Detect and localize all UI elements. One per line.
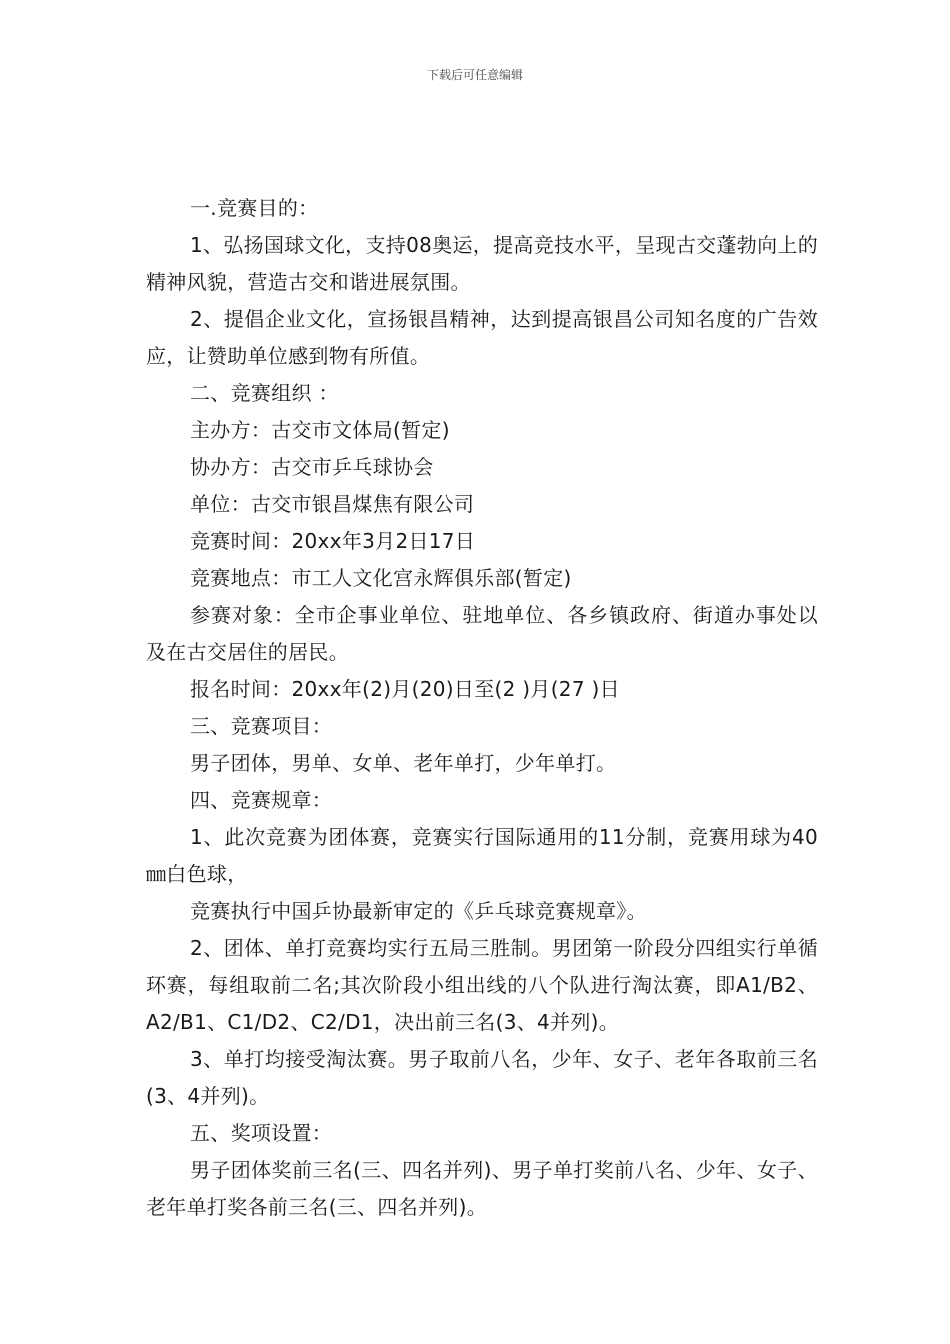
paragraph-registration-time: 报名时间：20xx年(2)月(20)日至(2 )月(27 )日 bbox=[190, 677, 620, 701]
paragraph-organizer: 主办方：古交市文体局(暂定) bbox=[190, 418, 450, 442]
paragraph-events: 男子团体，男单、女单、老年单打，少年单打。 bbox=[190, 751, 617, 775]
paragraph-competition-venue: 竞赛地点：市工人文化宫永辉俱乐部(暂定) bbox=[190, 566, 572, 590]
paragraph-purpose-1: 1、弘扬国球文化，支持08奥运，提高竞技水平，呈现古交蓬勃向上的精神风貌，营造古交和谐进展氛围。 bbox=[146, 233, 818, 294]
paragraph-purpose-2: 2、提倡企业文化，宣扬银昌精神，达到提高银昌公司知名度的广告效应，让赞助单位感到物有所值。 bbox=[146, 307, 818, 368]
paragraph-participants: 参赛对象：全市企事业单位、驻地单位、各乡镇政府、街道办事处以及在古交居住的居民。 bbox=[146, 603, 818, 664]
section-heading-rules: 四、竞赛规章： bbox=[190, 788, 333, 812]
section-heading-purpose: 一.竞赛目的： bbox=[190, 196, 319, 220]
section-heading-events: 三、竞赛项目： bbox=[190, 714, 333, 738]
document-body bbox=[146, 190, 818, 1226]
paragraph-co-organizer: 协办方：古交市乒乓球协会 bbox=[190, 455, 434, 479]
section-heading-awards: 五、奖项设置： bbox=[190, 1121, 333, 1145]
paragraph-awards: 男子团体奖前三名(三、四名并列)、男子单打奖前八名、少年、女子、老年单打奖各前三名(三、四名并列)。 bbox=[146, 1158, 818, 1219]
page-header: 下载后可任意编辑 bbox=[426, 68, 523, 82]
paragraph-rule-2: 2、团体、单打竞赛均实行五局三胜制。男团第一阶段分四组实行单循环赛，每组取前二名;其次阶段小组出线的八个队进行淘汰赛，即A1/B2、A2/B1、C1/D2、C2/D1，决出前三名(3、4并列)。 bbox=[146, 936, 818, 1034]
paragraph-unit: 单位：古交市银昌煤焦有限公司 bbox=[190, 492, 475, 516]
paragraph-rule-1: 1、此次竞赛为团体赛，竞赛实行国际通用的11分制，竞赛用球为40㎜白色球， bbox=[146, 825, 818, 886]
paragraph-rule-3: 3、单打均接受淘汰赛。男子取前八名，少年、女子、老年各取前三名(3、4并列)。 bbox=[146, 1047, 818, 1108]
section-heading-organization: 二、竞赛组织 ： bbox=[190, 381, 339, 405]
paragraph-rule-1-cont: 竞赛执行中国乒协最新审定的《乒乓球竞赛规章》。 bbox=[190, 899, 647, 923]
paragraph-competition-time: 竞赛时间：20xx年3月2日17日 bbox=[190, 529, 476, 553]
